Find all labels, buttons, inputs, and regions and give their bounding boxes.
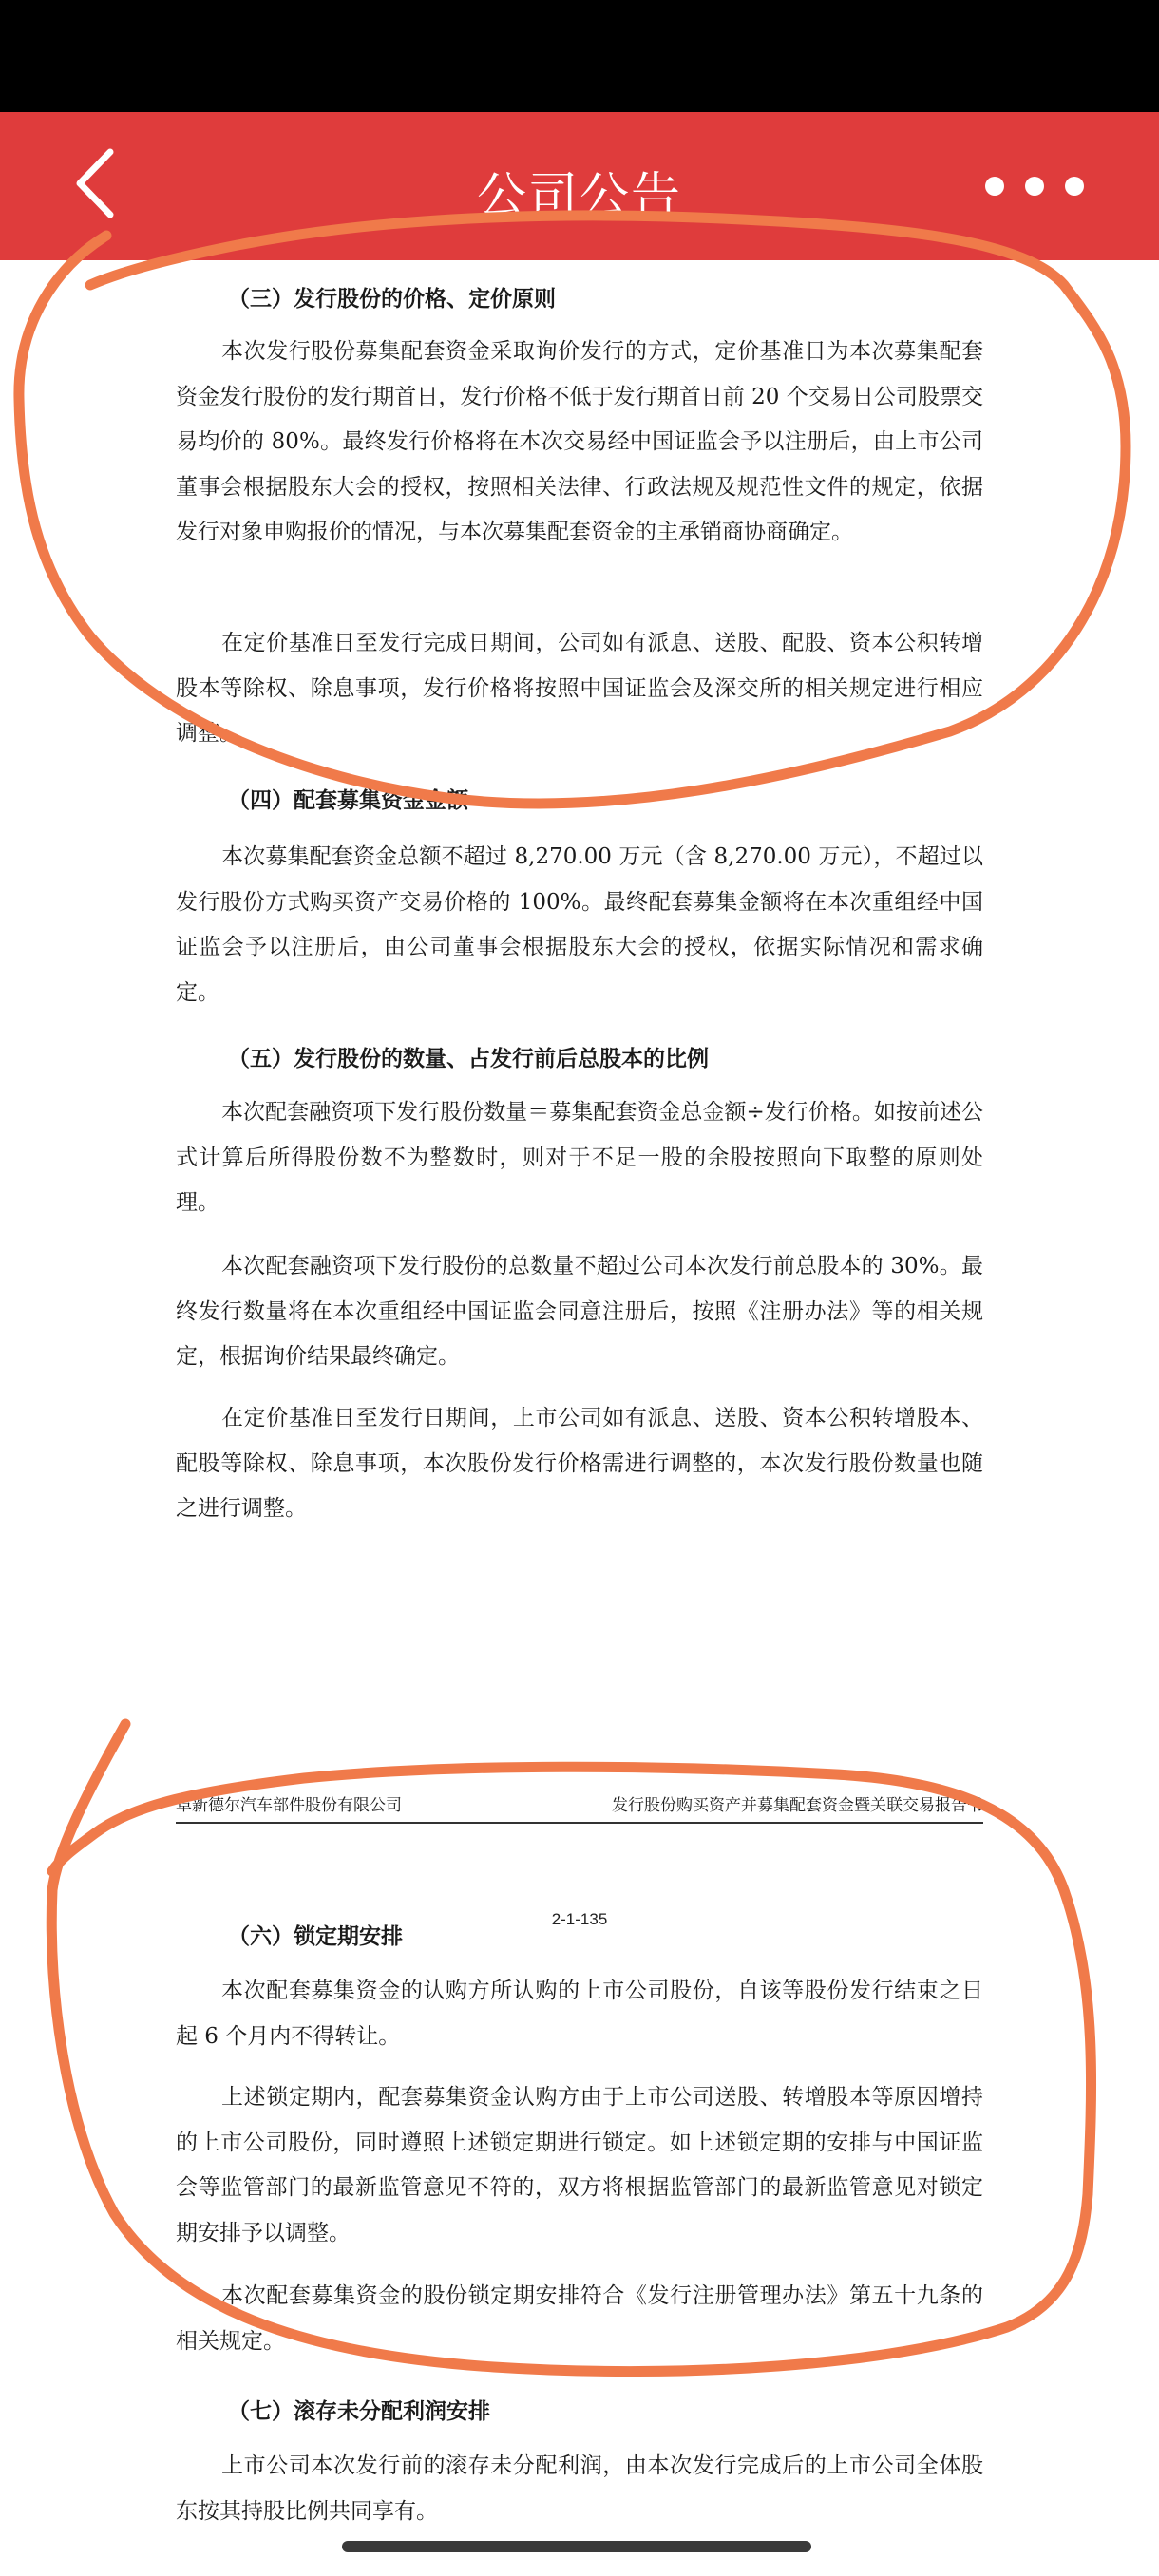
section-heading-4: （四）配套募集资金金额 <box>228 788 468 813</box>
section-heading-7: （七）滚存未分配利润安排 <box>228 2399 490 2424</box>
paragraph-lockup-extension: 上述锁定期内，配套募集资金认购方由于上市公司送股、转增股本等原因增持的上市公司股份，同时遵照上述锁定期进行锁定。如上述锁定期的安排与中国证监会等监管部门的最新监管意见不符的，双方将根据监管部门的最新监管意见对锁定期安排予以调整。 <box>176 2085 983 2245</box>
running-header <box>176 1786 983 1824</box>
more-horizontal-icon <box>985 177 1004 196</box>
paragraph-fund-amount: 本次募集配套资金总额不超过 8,270.00 万元（含 8,270.00 万元），不超过以发行股份方式购买资产交易价格的 100%。最终配套募集金额将在本次重组经中国证监会予以注册后，由公司董事会根据股东大会的授权，依据实际情况和需求确定。 <box>176 844 983 1005</box>
paragraph-price-principle: 本次发行股份募集配套资金采取询价发行的方式，定价基准日为本次募集配套资金发行股份的发行期首日，发行价格不低于发行期首日前 20 个交易日公司股票交易均价的 80%。最终发行价格将在本次交易经中国证监会予以注册后，由上市公司董事会根据股东大会的授权，按照相关法律、行政法规及规范性文件的规定，依据发行对象申购报价的情况，与本次募集配套资金的主承销商协商确定。 <box>176 339 983 544</box>
section-heading-6: （六）锁定期安排 <box>228 1924 403 1949</box>
paragraph-lockup-period: 本次配套募集资金的认购方所认购的上市公司股份，自该等股份发行结束之日起 6 个月内不得转让。 <box>176 1979 983 2049</box>
section-heading-5: （五）发行股份的数量、占发行前后总股本的比例 <box>228 1047 709 1071</box>
more-button[interactable] <box>975 167 1127 205</box>
status-bar <box>0 0 1159 112</box>
paragraph-price-adjustment: 在定价基准日至发行完成日期间，公司如有派息、送股、配股、资本公积转增股本等除权、除息事项，发行价格将按照中国证监会及深交所的相关规定进行相应调整。 <box>176 631 983 746</box>
page-title: 公司公告 <box>476 168 682 225</box>
home-indicator[interactable] <box>342 2541 811 2552</box>
paragraph-lockup-compliance: 本次配套募集资金的股份锁定期安排符合《发行注册管理办法》第五十九条的相关规定。 <box>176 2283 983 2354</box>
header-company-name: 阜新德尔汽车部件股份有限公司 <box>176 1796 402 1815</box>
paragraph-share-count-limit: 本次配套融资项下发行股份的总数量不超过公司本次发行前总股本的 30%。最终发行数量将在本次重组经中国证监会同意注册后，按照《注册办法》等的相关规定，根据询价结果最终确定。 <box>176 1254 983 1369</box>
paragraph-share-count-formula: 本次配套融资项下发行股份数量＝募集配套资金总金额÷发行价格。如按前述公式计算后所得股份数不为整数时，则对于不足一股的余股按照向下取整的原则处理。 <box>176 1100 983 1215</box>
paragraph-retained-profit: 上市公司本次发行前的滚存未分配利润，由本次发行完成后的上市公司全体股东按其持股比例共同享有。 <box>176 2453 983 2524</box>
section-heading-3: （三）发行股份的价格、定价原则 <box>228 287 556 312</box>
page-number: 2-1-135 <box>551 1910 608 1928</box>
header-report-title: 发行股份购买资产并募集配套资金暨关联交易报告书 <box>612 1796 983 1815</box>
nav-bar <box>0 112 1159 260</box>
paragraph-share-count-adjustment: 在定价基准日至发行日期间，上市公司如有派息、送股、资本公积转增股本、配股等除权、除息事项，本次股份发行价格需进行调整的，本次发行股份数量也随之进行调整。 <box>176 1406 983 1521</box>
